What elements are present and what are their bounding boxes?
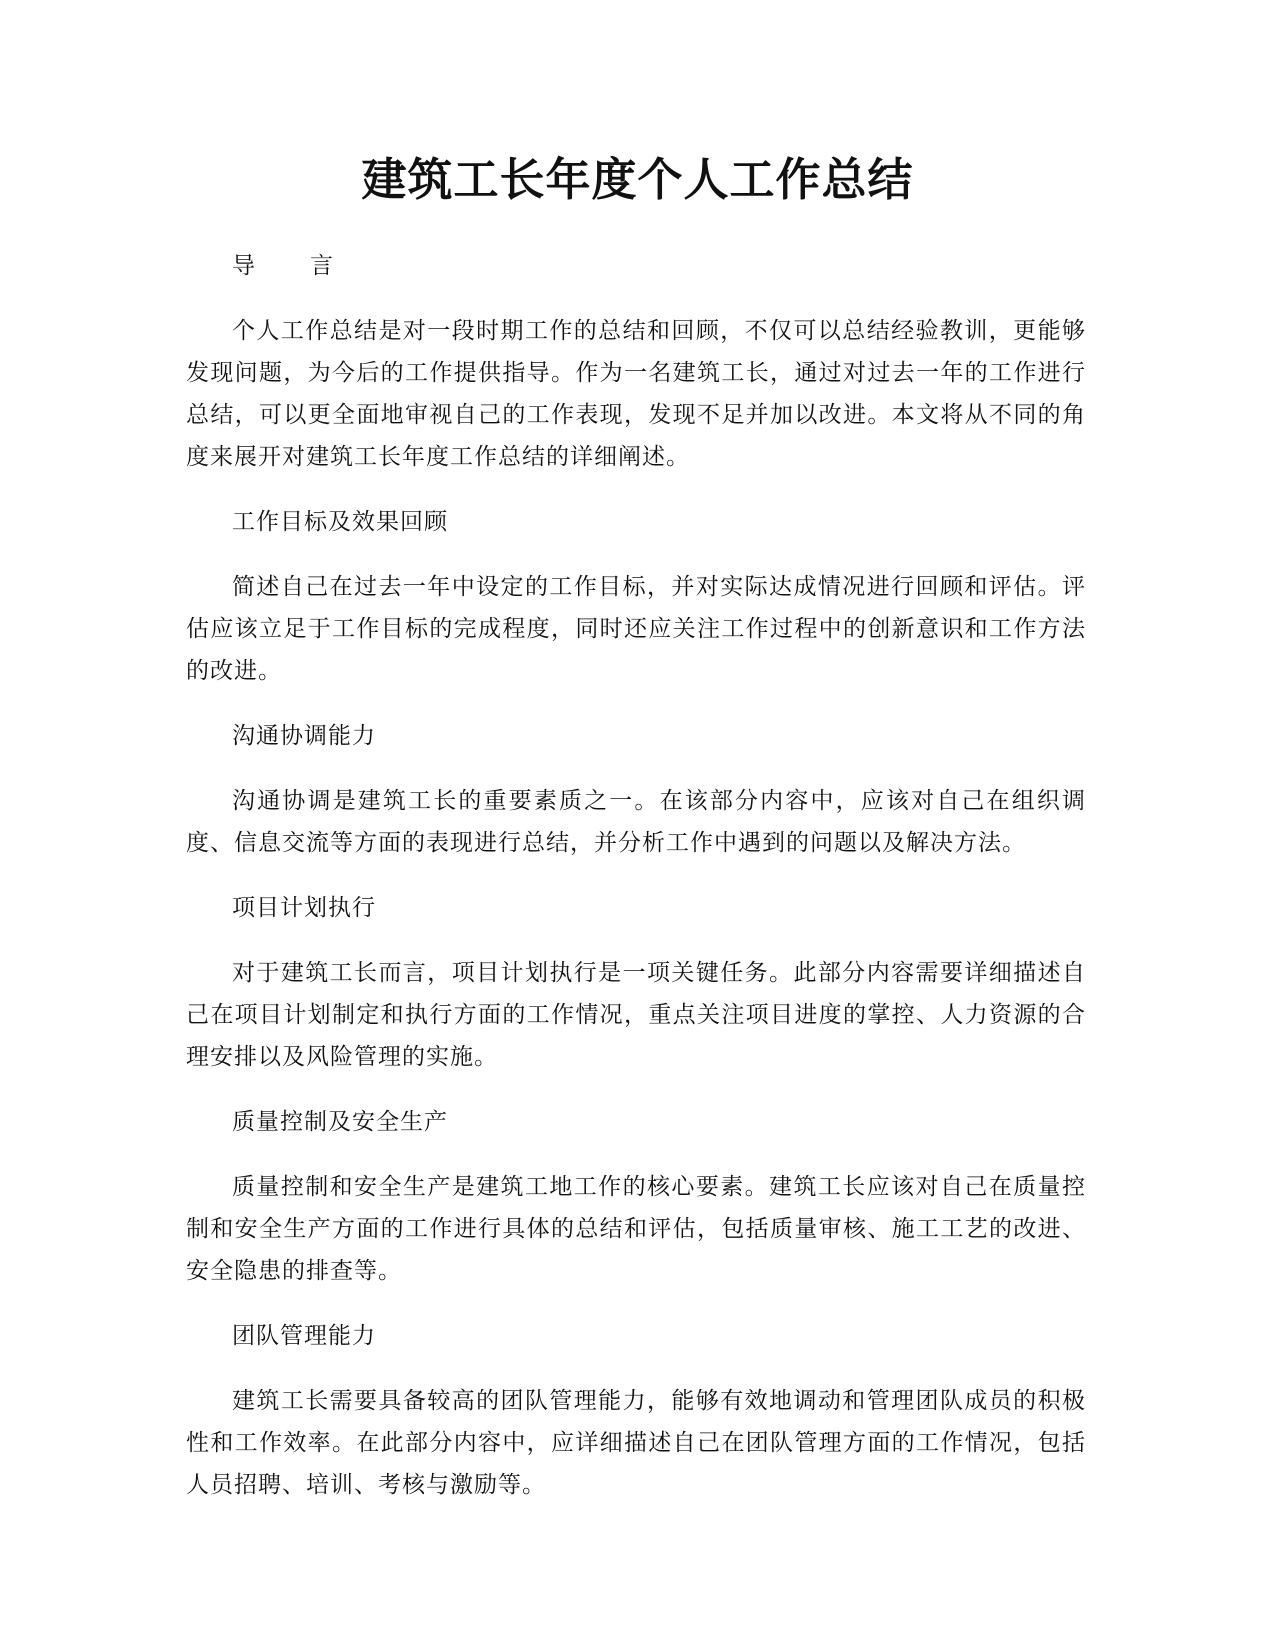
section-paragraph-team-management: 建筑工长需要具备较高的团队管理能力，能够有效地调动和管理团队成员的积极性和工作效率。在此部分内容中，应详细描述自己在团队管理方面的工作情况，包括人员招聘、培训、考核与激励等。 (186, 1388, 1086, 1498)
section-paragraph-project-plan: 对于建筑工长而言，项目计划执行是一项关键任务。此部分内容需要详细描述自己在项目计划制定和执行方面的工作情况，重点关注项目进度的掌控、人力资源的合理安排以及风险管理的实施。 (186, 960, 1086, 1070)
section-paragraph-goals: 简述自己在过去一年中设定的工作目标，并对实际达成情况进行回顾和评估。评估应该立足于工作目标的完成程度，同时还应关注工作过程中的创新意识和工作方法的改进。 (186, 574, 1086, 684)
intro-heading (186, 245, 1086, 287)
section-paragraph-communication: 沟通协调是建筑工长的重要素质之一。在该部分内容中，应该对自己在组织调度、信息交流等方面的表现进行总结，并分析工作中遇到的问题以及解决方法。 (186, 788, 1086, 856)
section-heading-quality-safety: 质量控制及安全生产 (232, 1109, 448, 1135)
intro-paragraph: 个人工作总结是对一段时期工作的总结和回顾，不仅可以总结经验教训，更能够发现问题，为今后的工作提供指导。作为一名建筑工长，通过对过去一年的工作进行总结，可以更全面地审视自己的工作表现，发现不足并加以改进。本文将从不同的角度来展开对建筑工长年度工作总结的详细阐述。 (186, 318, 1086, 470)
section-heading-goals: 工作目标及效果回顾 (232, 509, 448, 535)
document-body (186, 245, 1086, 1529)
section-paragraph-quality-safety: 质量控制和安全生产是建筑工地工作的核心要素。建筑工长应该对自己在质量控制和安全生产方面的工作进行具体的总结和评估，包括质量审核、施工工艺的改进、安全隐患的排查等。 (186, 1174, 1086, 1284)
intro-heading-char-2: 言 (310, 253, 334, 279)
section-heading-team-management: 团队管理能力 (232, 1323, 376, 1349)
section-heading-communication: 沟通协调能力 (232, 723, 376, 749)
document-title: 建筑工长年度个人工作总结 (361, 153, 914, 206)
intro-heading-char-1: 导 (232, 253, 256, 279)
section-heading-project-plan: 项目计划执行 (232, 895, 376, 921)
